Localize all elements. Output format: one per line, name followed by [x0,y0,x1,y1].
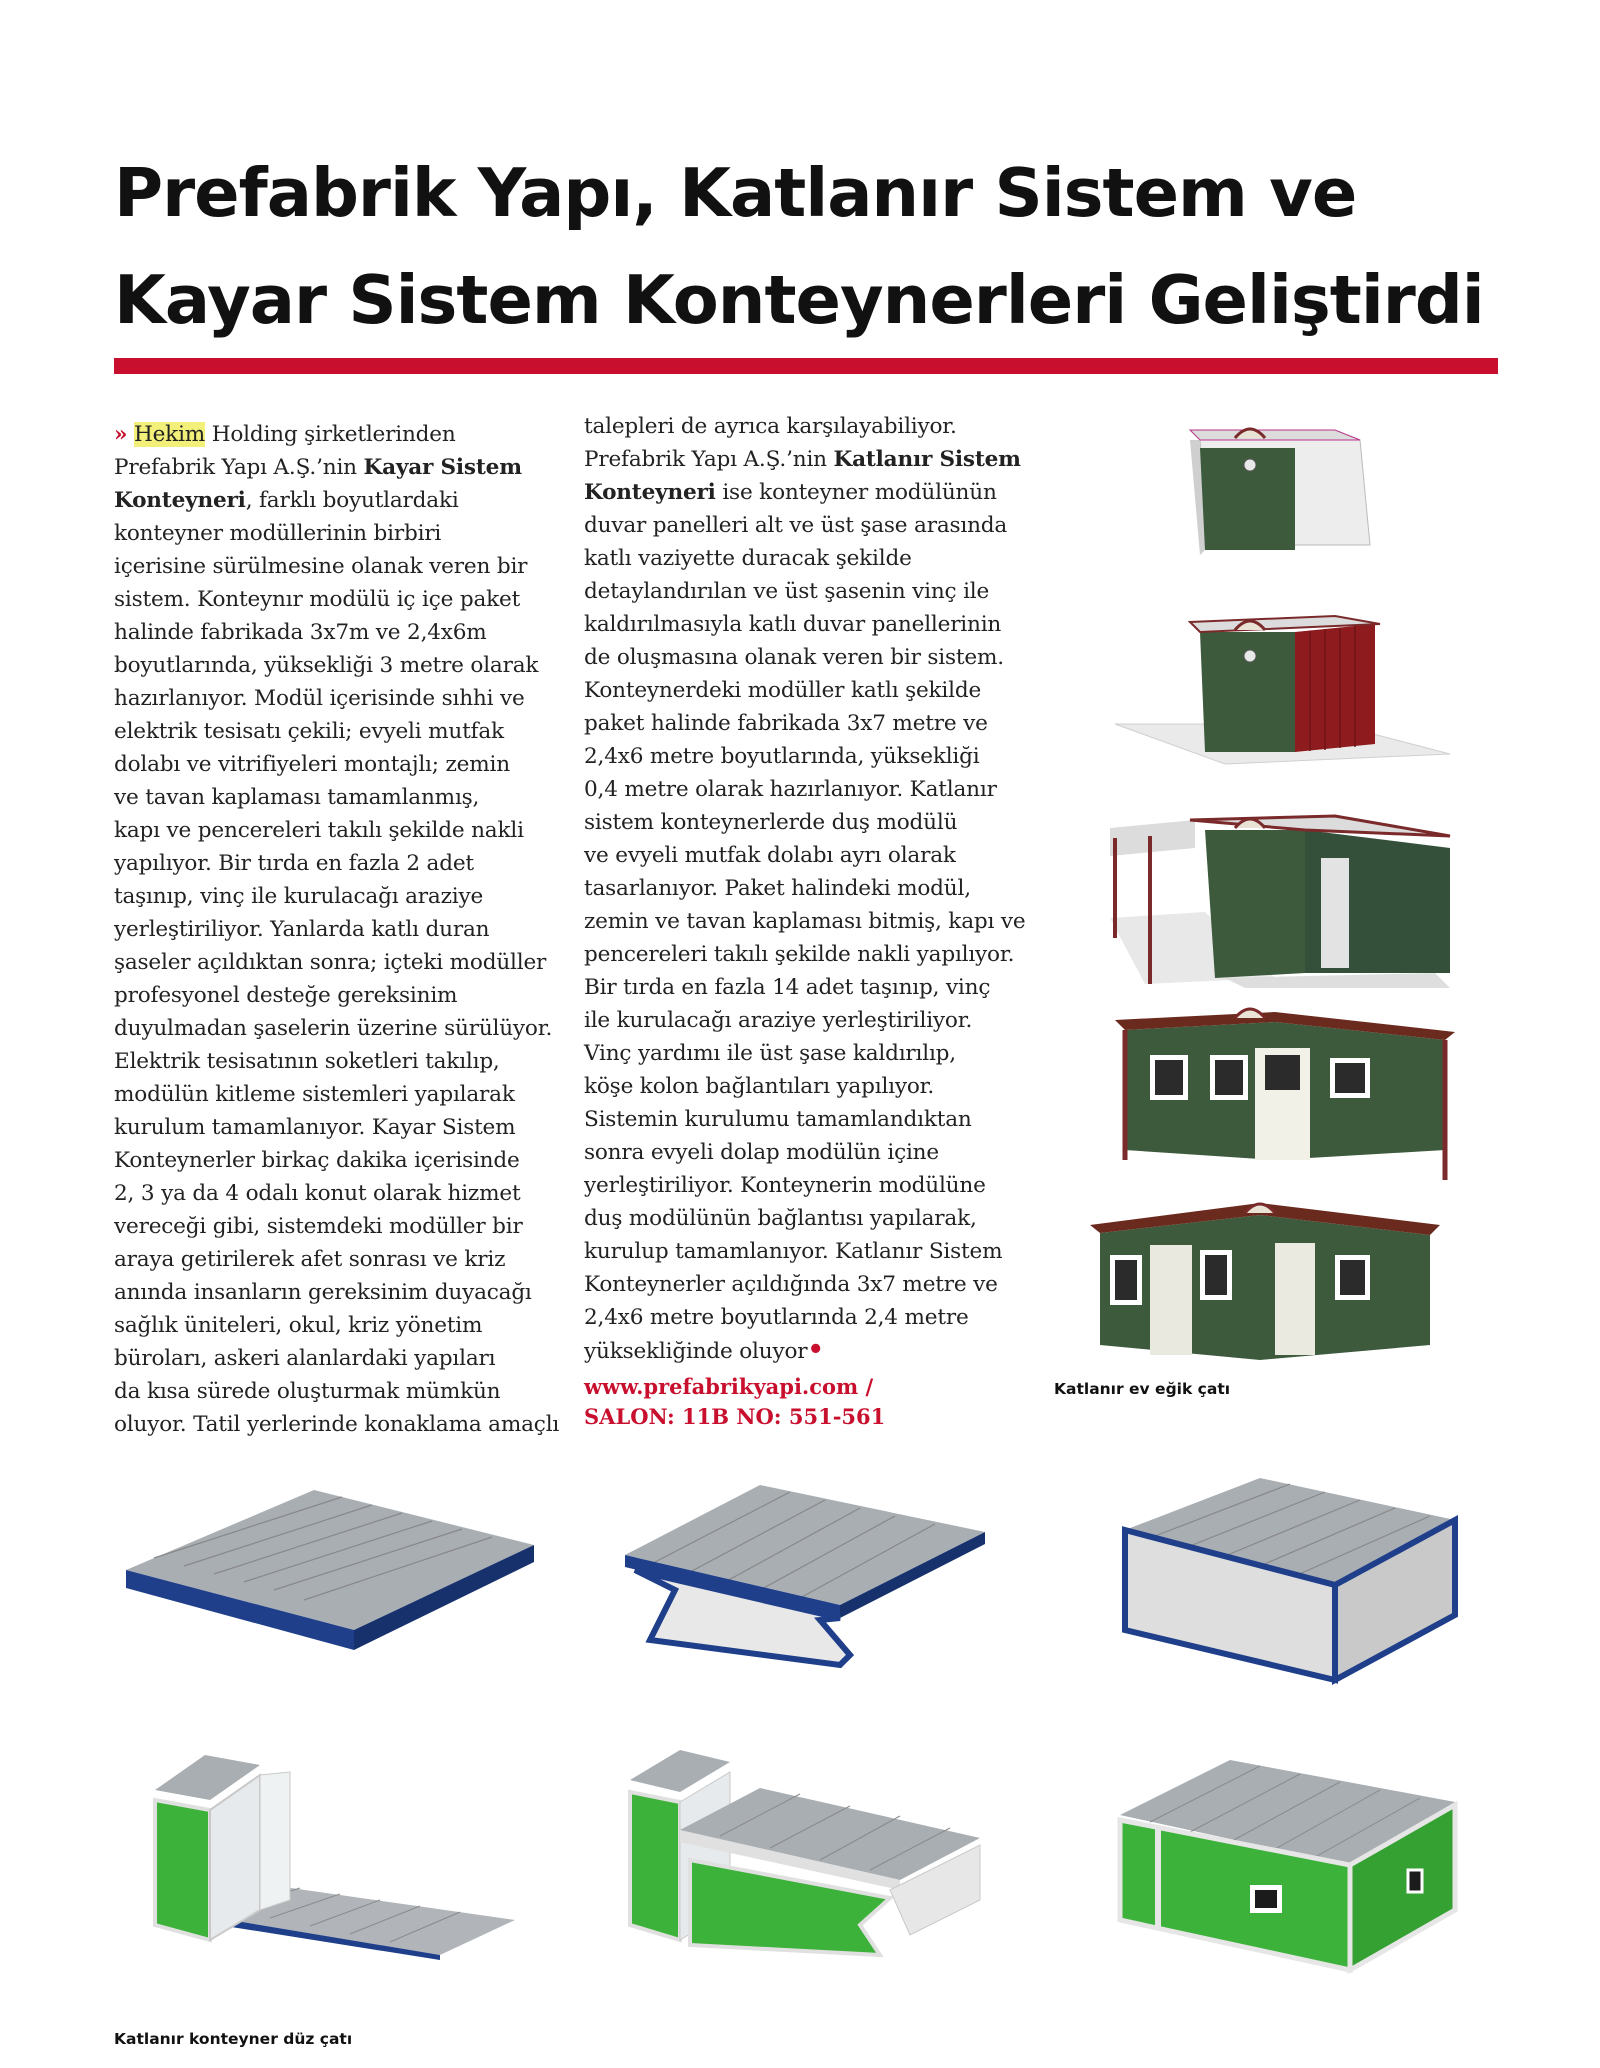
article-column-2 [584,410,1044,1368]
text-line: sistem. Konteynır modülü iç içe paket [114,587,521,612]
column-2-line: talepleri de ayrıca karşılayabiliyor. [584,414,957,439]
text-line: duyulmadan şaselerin üzerine sürülüyor. [114,1016,553,1041]
text-run: yüksekliğinde oluyor [584,1339,808,1364]
column-2-body [584,509,1044,1334]
text-run: , farklı boyutlardaki [245,488,459,513]
text-line: de oluşmasına olanak veren bir sistem. [584,645,1004,670]
text-line: da kısa sürede oluşturmak mümkün [114,1379,501,1404]
house-step-5-illustration [1090,1195,1460,1360]
text-line: ve evyeli mutfak dolabı ayrı olarak [584,843,956,868]
house-step-1-illustration [1105,420,1465,560]
column-1-line [114,484,574,517]
title-line-1: Prefabrik Yapı, Katlanır Sistem ve [114,154,1357,232]
article-column-1 [114,418,574,1441]
container-step-4-illustration [140,1750,520,1960]
text-line: Sistemin kurulumu tamamlandıktan [584,1107,972,1132]
text-line: boyutlarında, yüksekliği 3 metre olarak [114,653,539,678]
text-run: Prefabrik Yapı A.Ş.’nin [114,455,364,480]
container-step-3-illustration [1110,1470,1470,1690]
text-run: ise konteyner modülünün [715,480,997,505]
text-line: Elektrik tesisatının soketleri takılıp, [114,1049,500,1074]
end-mark-icon: • [807,1335,824,1365]
text-line: modülün kitleme sistemleri yapılarak [114,1082,515,1107]
text-line: yerleştiriliyor. Yanlarda katlı duran [114,917,490,942]
text-line: sonra evyeli dolap modülün içine [584,1140,939,1165]
text-line: profesyonel desteğe gereksinim [114,983,458,1008]
house-step-4-illustration [1105,1000,1465,1185]
text-line: taşınıp, vinç ile kurulacağı araziye [114,884,484,909]
text-line: Bir tırda en fazla 14 adet taşınıp, vinç [584,975,991,1000]
container-step-6-illustration [1110,1760,1470,1975]
text-line: tasarlanıyor. Paket halindeki modül, [584,876,971,901]
container-step-5-illustration [620,1750,1000,1970]
text-line: 2, 3 ya da 4 odalı konut olarak hizmet [114,1181,521,1206]
text-run: Holding şirketlerinden [205,422,456,447]
text-line: Konteynerler açıldığında 3x7 metre ve [584,1272,998,1297]
text-line: kapı ve pencereleri takılı şekilde nakli [114,818,524,843]
text-line: içerisine sürülmesine olanak veren bir [114,554,528,579]
house-step-3-illustration [1105,808,1465,993]
bullet-icon: » [114,422,128,447]
text-line: araya getirilerek afet sonrası ve kriz [114,1247,506,1272]
text-line: anında insanların gereksinim duyacağı [114,1280,532,1305]
text-line: 2,4x6 metre boyutlarında 2,4 metre [584,1305,969,1330]
website-link[interactable]: www.prefabrikyapi.com / [584,1374,874,1399]
caption-folding-container: Katlanır konteyner düz çatı [114,2030,353,2048]
text-line: oluyor. Tatil yerlerinde konaklama amaçlı [114,1412,560,1437]
text-line: büroları, askeri alanlardaki yapıları [114,1346,496,1371]
text-line: ve tavan kaplaması tamamlanmış, [114,785,480,810]
text-line: köşe kolon bağlantıları yapılıyor. [584,1074,935,1099]
product-name-bold: Katlanır Sistem [833,447,1021,472]
text-run: Prefabrik Yapı A.Ş.’nin [584,447,834,472]
text-line: yerleştiriliyor. Konteynerin modülüne [584,1173,986,1198]
text-line: 0,4 metre olarak hazırlanıyor. Katlanır [584,777,997,802]
article-title [114,140,1514,354]
text-line: yapılıyor. Bir tırda en fazla 2 adet [114,851,474,876]
text-line: paket halinde fabrikada 3x7 metre ve [584,711,988,736]
text-line: sağlık üniteleri, okul, kriz yönetim [114,1313,483,1338]
text-line: ile kurulacağı araziye yerleştiriliyor. [584,1008,973,1033]
text-line: duvar panelleri alt ve üst şase arasında [584,513,1008,538]
contact-info [584,1372,885,1432]
column-2-last-line [584,1334,1044,1368]
title-divider [114,358,1498,374]
text-line: elektrik tesisatı çekili; evyeli mutfak [114,719,504,744]
text-line: şaseler açıldıktan sonra; içteki modüller [114,950,547,975]
column-1-body [114,517,574,1441]
caption-folding-house: Katlanır ev eğik çatı [1054,1380,1231,1398]
text-line: Konteynerler birkaç dakika içerisinde [114,1148,520,1173]
text-line: kurulum tamamlanıyor. Kayar Sistem [114,1115,516,1140]
column-2-line [584,443,1044,476]
product-name-bold: Konteyneri [114,488,246,513]
text-line: duş modülünün bağlantısı yapılarak, [584,1206,977,1231]
text-line: halinde fabrikada 3x7m ve 2,4x6m [114,620,487,645]
text-line: Vinç yardımı ile üst şase kaldırılıp, [584,1041,956,1066]
product-name-bold: Kayar Sistem [363,455,522,480]
text-line: detaylandırılan ve üst şasenin vinç ile [584,579,990,604]
text-line: kaldırılmasıyla katlı duvar panellerinin [584,612,1002,637]
text-line: pencereleri takılı şekilde nakli yapılıyor. [584,942,1015,967]
text-line: konteyner modüllerinin birbiri [114,521,442,546]
text-line: kurulup tamamlanıyor. Katlanır Sistem [584,1239,1003,1264]
house-step-2-illustration [1105,604,1465,804]
highlighted-company: Hekim [133,422,206,447]
column-1-line [114,451,574,484]
container-step-2-illustration [610,1470,1000,1670]
text-line: vereceği gibi, sistemdeki modüller bir [114,1214,523,1239]
column-1-first-line [114,418,574,451]
text-line: dolabı ve vitrifiyeleri montajlı; zemin [114,752,510,777]
column-2-line [584,476,1044,509]
container-step-1-illustration [114,1460,534,1650]
title-line-2: Kayar Sistem Konteynerleri Geliştirdi [114,261,1484,339]
text-line: zemin ve tavan kaplaması bitmiş, kapı ve [584,909,1026,934]
text-line: sistem konteynerlerde duş modülü [584,810,958,835]
fair-booth: SALON: 11B NO: 551-561 [584,1404,886,1429]
product-name-bold: Konteyneri [584,480,716,505]
text-line: hazırlanıyor. Modül içerisinde sıhhi ve [114,686,525,711]
text-line: katlı vaziyette duracak şekilde [584,546,912,571]
text-line: 2,4x6 metre boyutlarında, yüksekliği [584,744,980,769]
text-line: Konteynerdeki modüller katlı şekilde [584,678,982,703]
